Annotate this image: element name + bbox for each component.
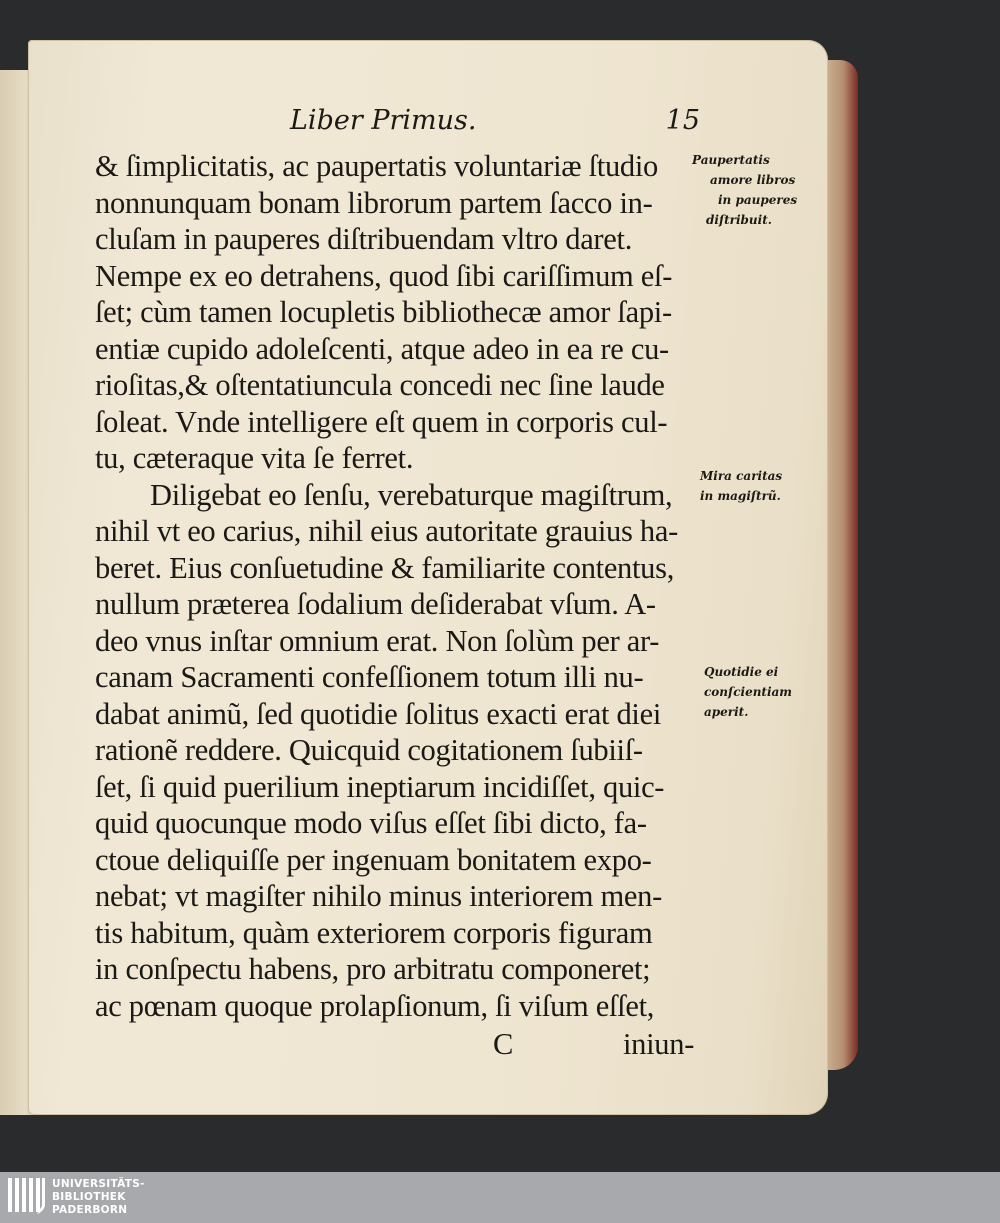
text-line: rioſitas,& oſtentatiuncula concedi nec ſine laude xyxy=(95,368,665,402)
text-line: nebat; vt magiſter nihilo minus interiorem men- xyxy=(95,879,662,913)
library-name-line: BIBLIOTHEK xyxy=(52,1191,126,1203)
body-text xyxy=(95,148,700,1064)
running-title: Liber Primus. xyxy=(290,105,477,136)
text-line: ac pœnam quoque prolapſionum, ſi viſum eſſet, xyxy=(95,988,655,1023)
marginal-note-line: Quotidie ei xyxy=(704,665,779,679)
marginal-note-line: Mira caritas xyxy=(700,469,783,483)
marginal-note xyxy=(692,150,797,230)
text-line: tis habitum, quàm exteriorem corporis figuram xyxy=(95,915,653,950)
text-line: dabat animũ, ſed quotidie ſolitus exacti erat diei xyxy=(95,696,662,731)
university-library-logo-icon xyxy=(6,1176,46,1216)
text-line: ſoleat. Vnde intelligere eſt quem in corporis cul- xyxy=(95,404,668,439)
text-line: in conſpectu habens, pro arbitratu componeret; xyxy=(95,952,651,986)
library-name-line: PADERBORN xyxy=(52,1204,128,1216)
signature-mark: C xyxy=(493,1027,514,1061)
text-line: & ſimplicitatis, ac paupertatis voluntariæ ſtudio xyxy=(95,149,658,183)
catchword: iniun- xyxy=(623,1027,695,1061)
marginal-note-line: conſcientiam xyxy=(704,685,792,699)
text-line: rationẽ reddere. Quicquid cogitationem ſubiiſ- xyxy=(95,733,643,767)
marginal-note xyxy=(700,466,782,506)
footer-bar xyxy=(0,1172,1000,1223)
text-line: ctoue deliquiſſe per ingenuam bonitatem expo- xyxy=(95,842,652,877)
library-name-line: UNIVERSITÄTS- xyxy=(52,1178,145,1190)
text-line: nonnunquam bonam librorum partem ſacco in- xyxy=(95,185,653,220)
paragraph-start-line: Diligebat eo ſenſu, verebaturque magiſtrum, xyxy=(150,477,673,512)
text-line: ſet; cùm tamen locupletis bibliothecæ amor ſapi- xyxy=(95,295,672,329)
library-name xyxy=(52,1178,145,1217)
text-line: nihil vt eo carius, nihil eius autoritate grauius ha- xyxy=(95,514,678,548)
text-line: Nempe ex eo detrahens, quod ſibi cariſſimum eſ- xyxy=(95,258,673,293)
marginal-note xyxy=(704,662,792,722)
marginal-note-line: in pauperes xyxy=(718,193,798,207)
text-line: ſet, ſi quid puerilium ineptiarum incidiſſet, quic- xyxy=(95,769,665,804)
text-line: beret. Eius conſuetudine & familiarite contentus, xyxy=(95,550,675,585)
marginal-note-line: in magiſtrũ. xyxy=(700,489,781,503)
text-line: entiæ cupido adoleſcenti, atque adeo in ea re cu- xyxy=(95,331,669,366)
marginal-note-line: diſtribuit. xyxy=(706,213,772,227)
marginal-note-line: Paupertatis xyxy=(692,153,770,167)
running-head xyxy=(260,105,700,145)
marginal-note-line: amore libros xyxy=(710,173,796,187)
text-line: cluſam in pauperes diſtribuendam vltro daret. xyxy=(95,222,633,256)
page-number: 15 xyxy=(665,105,700,136)
text-line: deo vnus inſtar omnium erat. Non ſolùm per ar- xyxy=(95,623,660,658)
text-line: quid quocunque modo viſus eſſet ſibi dicto, fa- xyxy=(95,806,647,840)
text-line: canam Sacramenti confeſſionem totum illi nu- xyxy=(95,660,644,694)
text-line: nullum præterea ſodalium deſiderabat vſum. A- xyxy=(95,587,656,621)
marginal-note-line: aperit. xyxy=(704,705,749,719)
text-line: tu, cæteraque vita ſe ferret. xyxy=(95,441,414,475)
signature-line xyxy=(95,1024,700,1064)
